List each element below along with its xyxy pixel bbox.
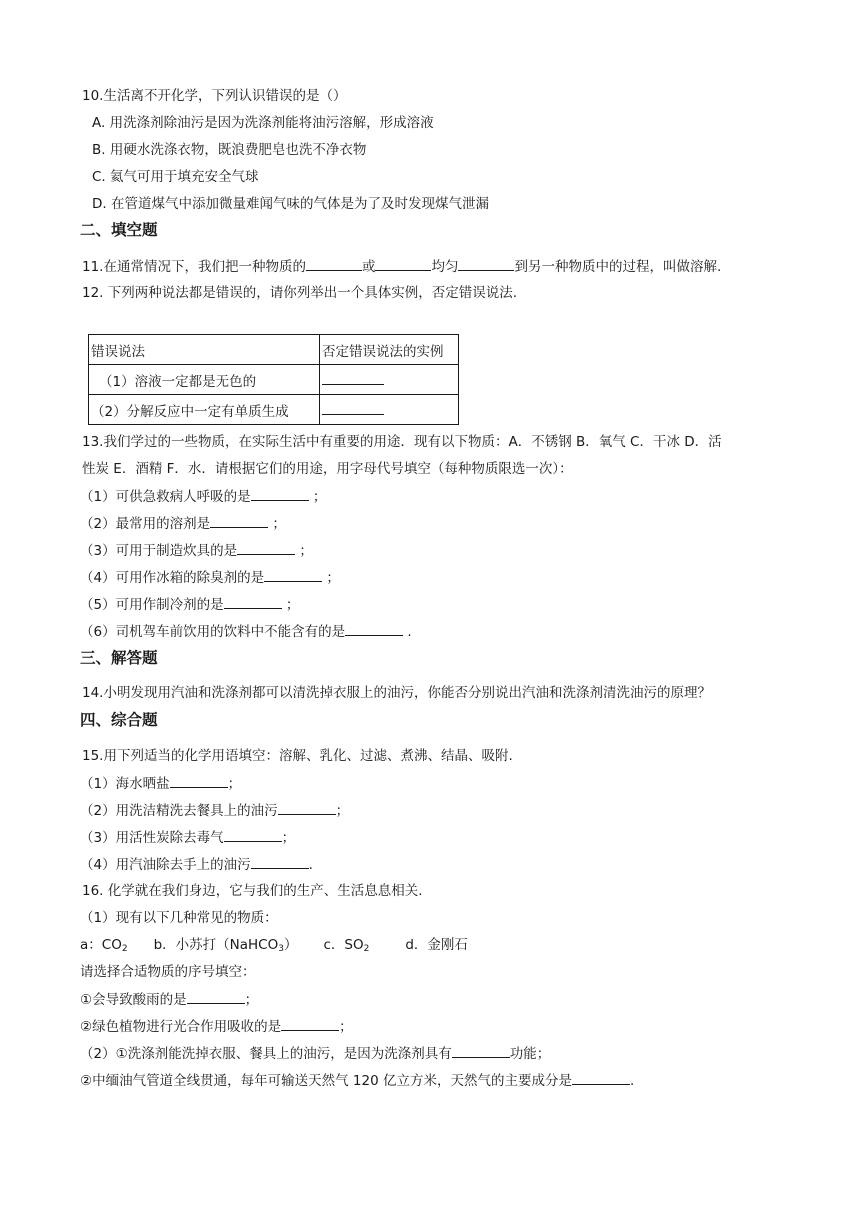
q16-item-text: ①会导致酸雨的是 [80, 992, 187, 1008]
substance-a [80, 937, 128, 953]
table-cell-statement: （1）溶液一定都是无色的 [89, 365, 320, 395]
q15-item-end: ； [281, 830, 296, 846]
section-heading-fill: 二、填空题 [80, 221, 158, 239]
substance-c-subscript: 2 [363, 944, 370, 954]
q12-blank-1[interactable] [322, 370, 384, 385]
q16-item-text: ②中缅油气管道全线贯通，每年可输送天然气 120 亿立方米，天然气的主要成分是 [80, 1073, 572, 1089]
q11-text-4: 到另一种物质中的过程，叫做溶解. [514, 259, 722, 275]
q11-line [82, 256, 721, 277]
substance-b-text-end: ） [283, 937, 298, 953]
q16-item-end: 功能； [509, 1046, 551, 1062]
q15-blank-3[interactable] [224, 827, 282, 842]
q13-item-end: ； [295, 543, 313, 559]
q16-blank-4[interactable] [572, 1070, 630, 1085]
q13-item-text: （4）可用作冰箱的除臭剂的是 [80, 570, 265, 586]
q12-blank-2[interactable] [322, 400, 384, 415]
q13-item-end: . [403, 624, 412, 640]
q15-item-text: （2）用洗洁精洗去餐具上的油污 [80, 803, 278, 819]
q16-item-end: ； [244, 992, 259, 1008]
q16-blank-3[interactable] [452, 1043, 510, 1058]
q15-item-4 [80, 854, 313, 875]
section-heading-comprehensive: 四、综合题 [80, 711, 158, 729]
q11-text-1: 11.在通常情况下，我们把一种物质的 [82, 259, 306, 275]
q13-blank-1[interactable] [251, 486, 309, 501]
q16-instruction: 请选择合适物质的序号填空： [80, 964, 256, 980]
q13-item-text: （6）司机驾车前饮用的饮料中不能含有的是 [80, 624, 346, 640]
table-header-row [89, 335, 459, 365]
q12-table [88, 334, 459, 425]
q15-item-text: （1）海水晒盐 [80, 776, 170, 792]
q13-blank-5[interactable] [224, 594, 282, 609]
substance-b-text: b．小苏打（NaHCO [153, 937, 279, 953]
q13-item-end: ； [322, 570, 340, 586]
q13-blank-3[interactable] [237, 540, 295, 555]
q16-item-end: ； [339, 1019, 353, 1035]
q11-blank-1[interactable] [306, 256, 362, 271]
q16-substances [80, 935, 468, 959]
q16-stem: 16. 化学就在我们身边，它与我们的生产、生活息息相关. [82, 883, 423, 899]
q13-item-end: ； [308, 489, 327, 505]
q13-blank-6[interactable] [345, 621, 403, 636]
q16-item-4 [80, 1070, 634, 1091]
q10-option-d: D. 在管道煤气中添加微量难闻气味的气体是为了及时发现煤气泄漏 [92, 196, 489, 212]
substance-b-subscript: 3 [278, 944, 284, 954]
table-row [89, 365, 459, 395]
q16-item-3 [80, 1043, 550, 1064]
section-heading-answer: 三、解答题 [80, 649, 158, 667]
q13-stem-line-2: 性炭 E．酒精 F．水．请根据它们的用途，用字母代号填空（每种物质限选一次）： [82, 461, 573, 477]
q13-stem-line-1: 13.我们学过的一些物质，在实际生活中有重要的用途．现有以下物质：A．不锈钢 B．氧气 C．干冰 D．活 [82, 434, 722, 450]
q15-item-3 [80, 827, 295, 848]
substance-d: d．金刚石 [405, 937, 468, 953]
q13-blank-2[interactable] [210, 513, 268, 528]
q13-item-text: （1）可供急救病人呼吸的是 [80, 489, 251, 505]
table-header-cell: 错误说法 [89, 335, 320, 365]
q15-blank-1[interactable] [170, 773, 228, 788]
q12-stem: 12. 下列两种说法都是错误的，请你列举出一个具体实例，否定错误说法. [82, 285, 518, 301]
q16-item-end: . [629, 1073, 635, 1089]
q15-stem: 15.用下列适当的化学用语填空：溶解、乳化、过滤、煮沸、结晶、吸附. [82, 748, 513, 764]
q10-option-a: A. 用洗涤剂除油污是因为洗涤剂能将油污溶解，形成溶液 [92, 115, 434, 131]
substance-b [154, 937, 298, 953]
q11-blank-2[interactable] [375, 256, 431, 271]
q13-item-2 [80, 513, 286, 534]
q11-blank-3[interactable] [458, 256, 514, 271]
substance-a-text: a：CO [80, 937, 122, 953]
q16-part-1: （1）现有以下几种常见的物质： [80, 910, 278, 926]
q13-item-5 [80, 594, 299, 615]
table-row [89, 395, 459, 425]
q16-blank-1[interactable] [187, 989, 245, 1004]
q16-item-1 [80, 989, 258, 1010]
q13-item-end: ； [268, 516, 286, 532]
q11-text-3: 均匀 [431, 259, 459, 275]
q16-item-text: ②绿色植物进行光合作用吸收的是 [80, 1019, 282, 1035]
q15-item-end: ； [335, 803, 350, 819]
q10-option-b: B. 用硬水洗涤衣物，既浪费肥皂也洗不净衣物 [92, 142, 367, 158]
table-cell-answer [320, 395, 459, 425]
q11-text-2: 或 [361, 259, 376, 275]
q15-item-text: （4）用汽油除去手上的油污 [80, 857, 251, 873]
q13-item-text: （3）可用于制造炊具的是 [80, 543, 238, 559]
q16-item-2 [80, 1016, 353, 1037]
q10-option-c: C. 氦气可用于填充安全气球 [92, 169, 259, 185]
q10-stem: 10.生活离不开化学，下列认识错误的是（） [82, 88, 347, 104]
q15-item-2 [80, 800, 349, 821]
q13-item-1 [80, 486, 326, 507]
table-cell-statement: （2）分解反应中一定有单质生成 [89, 395, 320, 425]
q15-blank-4[interactable] [251, 854, 309, 869]
q13-item-text: （5）可用作制冷剂的是 [80, 597, 224, 613]
q16-item-text: （2）①洗涤剂能洗掉衣服、餐具上的油污，是因为洗涤剂具有 [80, 1046, 452, 1062]
table-cell-answer [320, 365, 459, 395]
q13-item-text: （2）最常用的溶剂是 [80, 516, 211, 532]
q13-item-3 [80, 540, 313, 561]
q15-item-1 [80, 773, 241, 794]
substance-c-text: c．SO [323, 937, 364, 953]
q15-item-text: （3）用活性炭除去毒气 [80, 830, 224, 846]
substance-a-subscript: 2 [121, 944, 128, 954]
q16-blank-2[interactable] [281, 1016, 339, 1031]
q13-item-6 [80, 621, 412, 642]
substance-c [323, 937, 369, 953]
table-header-cell: 否定错误说法的实例 [320, 335, 459, 365]
q15-blank-2[interactable] [278, 800, 336, 815]
q13-item-4 [80, 567, 340, 588]
q15-item-end: . [308, 857, 313, 873]
q14-stem: 14.小明发现用汽油和洗涤剂都可以清洗掉衣服上的油污，你能否分别说出汽油和洗涤剂清洗油污的原理？ [82, 685, 711, 701]
q15-item-end: ； [227, 776, 242, 792]
q13-item-end: ； [281, 597, 300, 613]
q13-blank-4[interactable] [264, 567, 322, 582]
